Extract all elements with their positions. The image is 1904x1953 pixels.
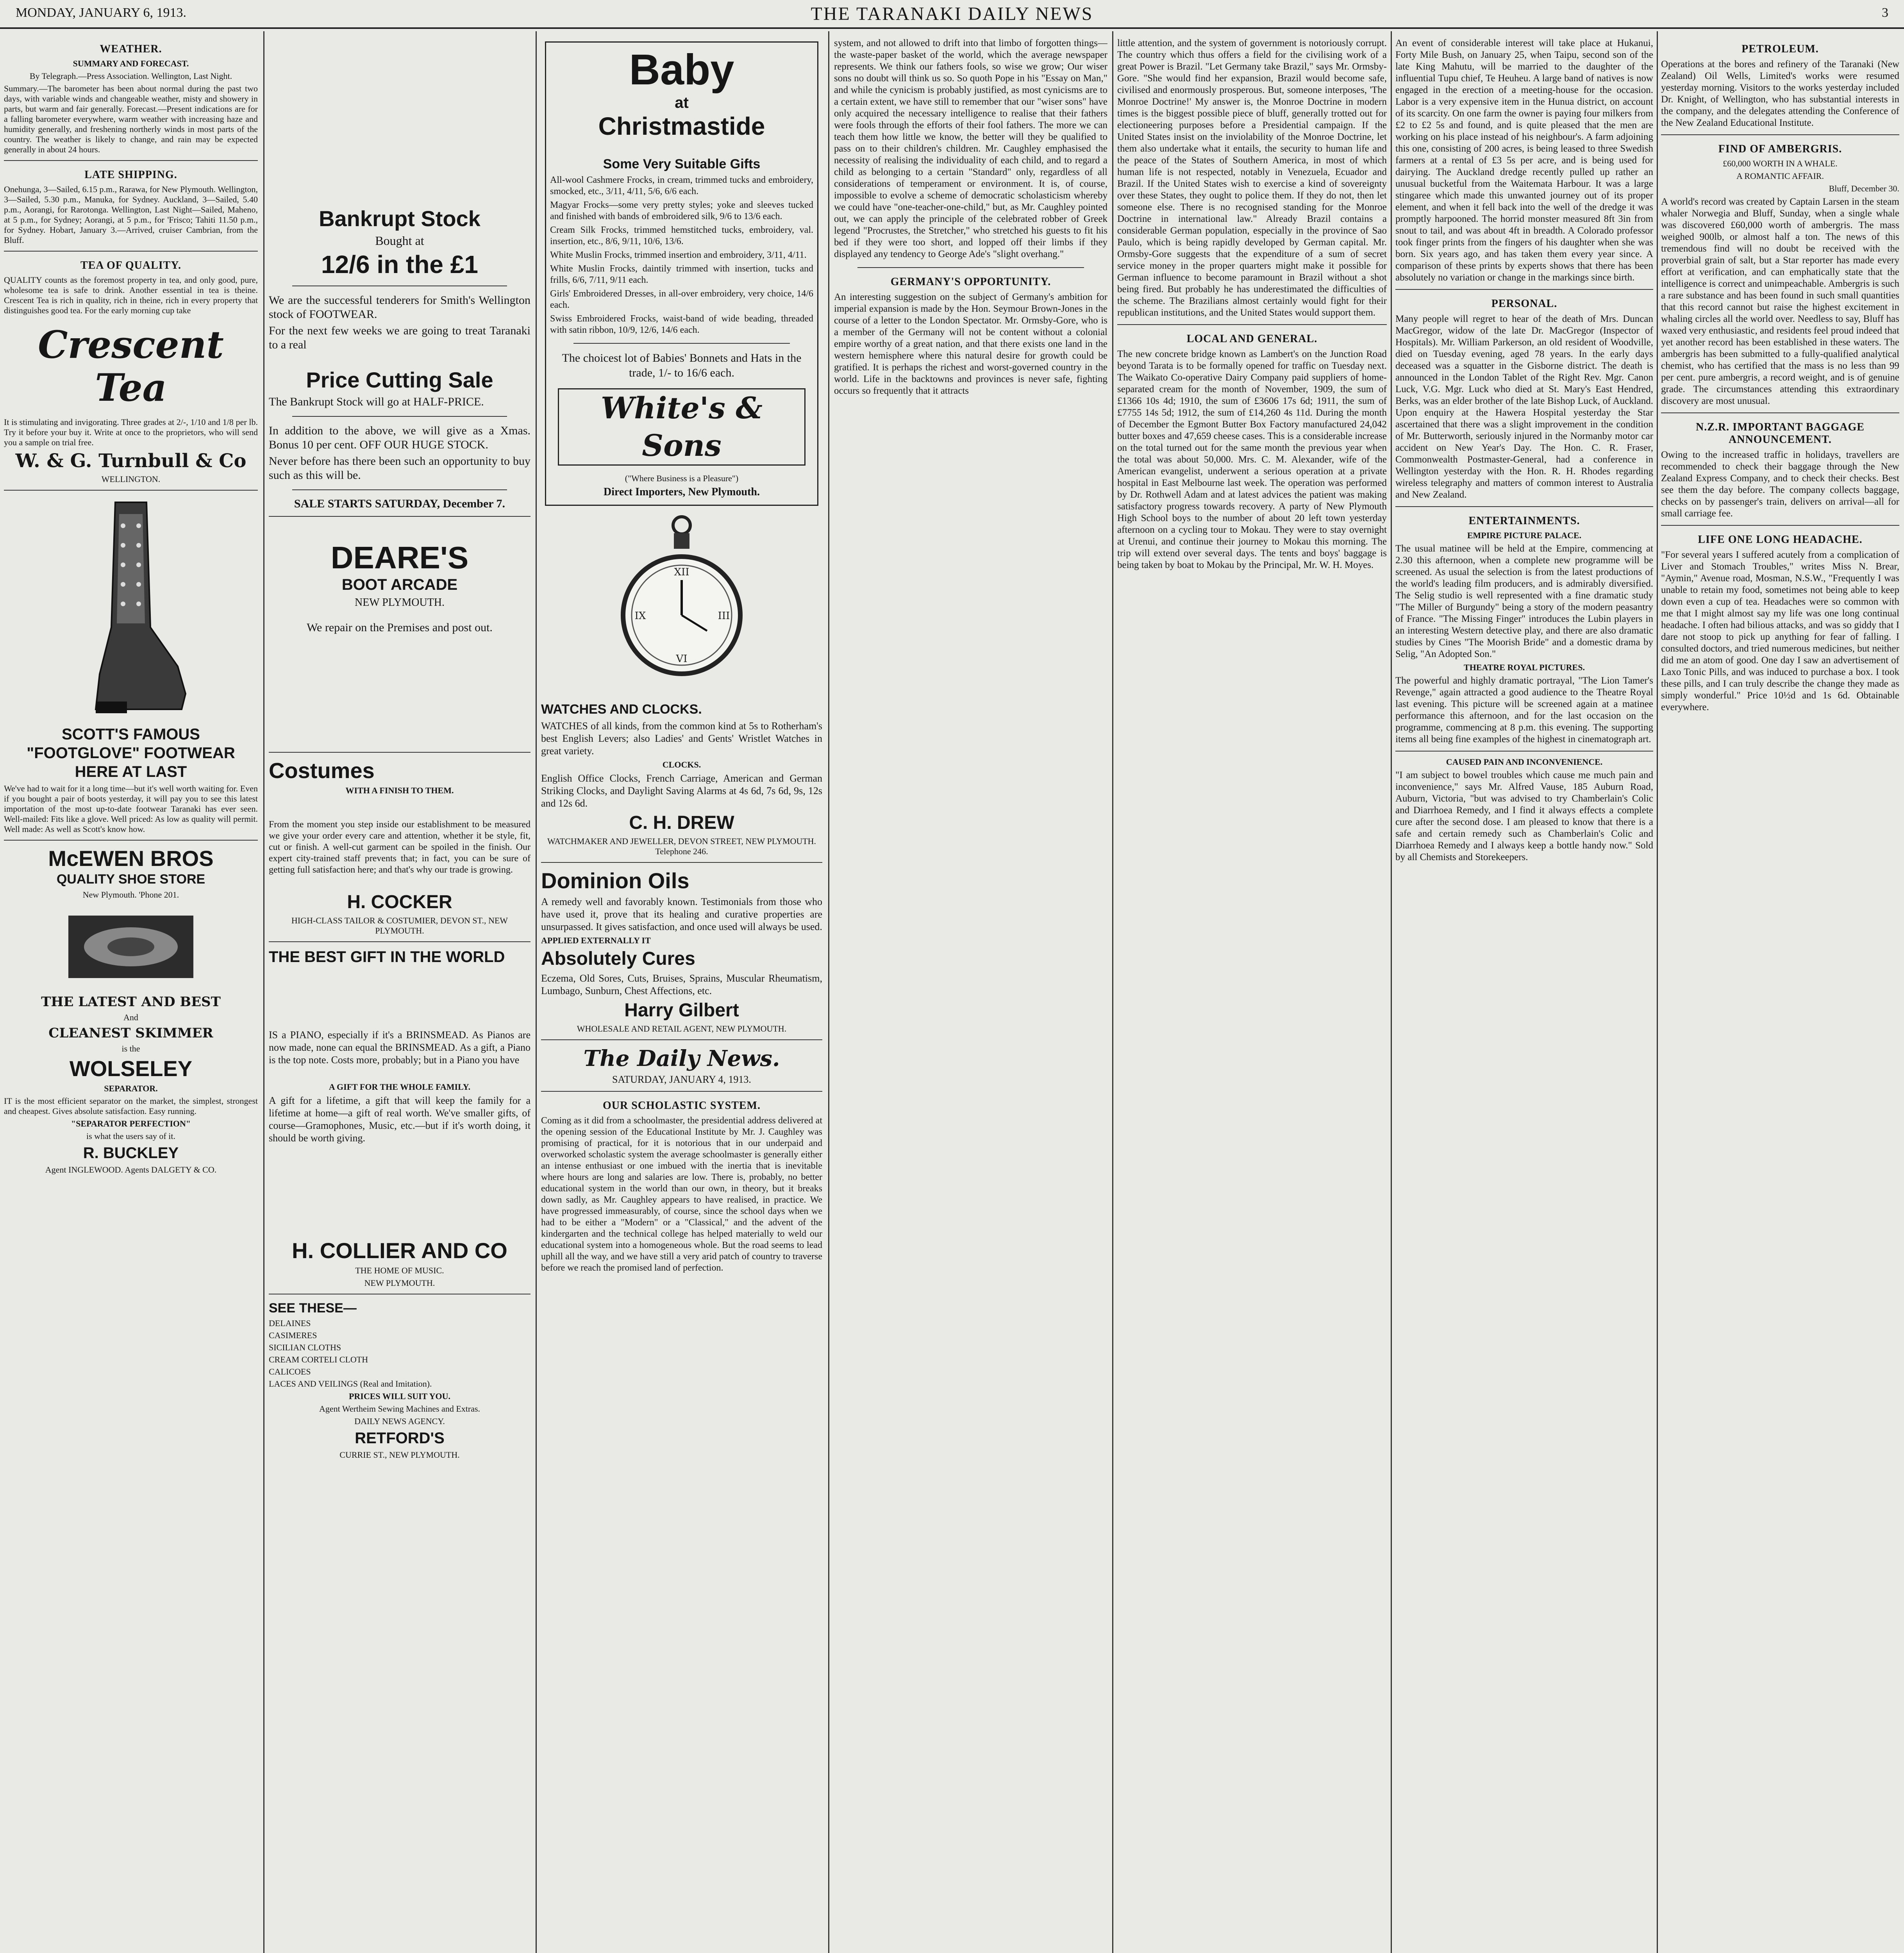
divider [4, 840, 258, 841]
column-5 [1117, 35, 1387, 1953]
divider [1117, 324, 1387, 325]
divider [4, 490, 258, 491]
tea-text: QUALITY counts as the foremost property in tea, and only good, pure, wholesome tea is safe to drink. Another essential in tea is theine. Crescent Tea is rich in quality, rich in theine, rich in every property that distinguishes good tea. For the early morning cup take [4, 275, 258, 315]
fabric-item: LACES AND VEILINGS (Real and Imitation). [269, 1379, 432, 1389]
daily-news-nameplate: The Daily News. [583, 1046, 780, 1071]
ambergris-heading: FIND OF AMBERGRIS. [1718, 143, 1842, 155]
separator-word: SEPARATOR. [104, 1084, 158, 1093]
local-heading: LOCAL AND GENERAL. [1186, 333, 1318, 345]
deare-city: NEW PLYMOUTH. [354, 596, 445, 609]
divider [4, 160, 258, 161]
headache-heading: LIFE ONE LONG HEADACHE. [1698, 534, 1863, 546]
column-2 [269, 35, 530, 1953]
tea-heading: TEA OF QUALITY. [80, 259, 181, 271]
retford-name: RETFORD'S [355, 1430, 445, 1447]
divider [1395, 289, 1653, 290]
turnbull-name: W. & G. Turnbull & Co [15, 450, 246, 472]
gift-item: All-wool Cashmere Frocks, in cream, trimmed tucks and embroidery, smocked, etc., 3/11, 4/11, 5/6, 6/6 each. [550, 175, 813, 196]
mcewen-sub: QUALITY SHOE STORE [56, 872, 205, 887]
baggage-heading: N.Z.R. IMPORTANT BAGGAGE ANNOUNCEMENT. [1696, 421, 1865, 446]
caused-heading: CAUSED PAIN AND INCONVENIENCE. [1446, 757, 1603, 767]
perfection-quote: "SEPARATOR PERFECTION" [71, 1119, 191, 1128]
agency-text: DAILY NEWS AGENCY. [354, 1416, 445, 1426]
summary-heading: SUMMARY AND FORECAST. [73, 59, 189, 68]
crescent-tea-logo: Crescent Tea [38, 323, 224, 410]
fabric-item: DELAINES [269, 1318, 311, 1328]
costumes-heading: Costumes [269, 758, 375, 783]
gift-item: White Muslin Frocks, trimmed insertion and embroidery, 3/11, 4/11. [550, 250, 807, 260]
prices-text: PRICES WILL SUIT YOU. [348, 1391, 450, 1401]
divider [269, 752, 530, 753]
ambergris-dateline: Bluff, December 30. [1829, 184, 1899, 193]
wolseley-text: IT is the most efficient separator on the market, the simplest, strongest and cheapest. Gives absolute satisfaction. Easy running. [4, 1096, 258, 1116]
gift-item: Girls' Embroidered Dresses, in all-over embroidery, very choice, 14/6 each. [550, 289, 813, 310]
column-4 [834, 35, 1107, 1953]
caused-text: "I am subject to bowel troubles which cause me much pain and inconvenience," says Mr. Alfred Vause, 185 Auburn Road, Auburn, Victoria, "but was advised to try Chamberlain's Colic and Diarrhoea Remedy, and I find it always effects a complete cure after the second dose. I am pleased to know that there is a safe and certain remedy such as Chamberlain's Colic and Diarrhoea Remedy and I always keep a bottle handy now." Sold by all Chemists and Storekeepers. [1395, 770, 1653, 862]
column-rule [1391, 31, 1392, 1953]
bankrupt-text-5: Never before has there been such an opportunity to buy such as this will be. [269, 455, 530, 482]
piano-text: IS a PIANO, especially if it's a BRINSMEAD. As Pianos are now made, none can equal the BRINSMEAD. As a gift, a Piano is the top note. Costs more, probably; but in a Piano you have [269, 1029, 530, 1066]
divider [1395, 751, 1653, 752]
footglove-heading: "FOOTGLOVE" FOOTWEAR [27, 744, 235, 762]
cleanest-skimmer: CLEANEST SKIMMER [48, 1025, 213, 1041]
wertheim-text: Agent Wertheim Sewing Machines and Extras. [319, 1404, 480, 1414]
divider [4, 251, 258, 252]
baby-heading: Baby [629, 46, 734, 94]
at-text: at [675, 94, 689, 111]
divider [1395, 506, 1653, 507]
dominion-heading: Dominion Oils [541, 868, 689, 893]
column-1 [4, 35, 258, 1953]
petroleum-heading: PETROLEUM. [1741, 43, 1819, 55]
applied-text: APPLIED EXTERNALLY IT [541, 935, 651, 945]
empire-heading: EMPIRE PICTURE PALACE. [1467, 530, 1582, 540]
gift-item: Cream Silk Frocks, trimmed hemstitched tucks, embroidery, val. insertion, etc., 8/6, 9/11, 10/6, 13/6. [550, 225, 813, 246]
divider [541, 1039, 822, 1040]
personal-text: Many people will regret to hear of the death of Mrs. Duncan MacGregor, widow of the late Dr. MacGregor (Inspector of Hospitals). Mr. William Parkerson, an old resident of Woodville, died on Tuesday evening, aged 78 years. In the early days deceased was a squatter in the Gisborne district. The death is announced in the London Tablet of the Right Rev. Mgr. Canon Luck, V.G. Mgr. Luck who died at St. Mary's East Hendred, Berks, was an elder brother of the late Bishop Luck, of Auckland. Upon enquiry at the Hawera Hospital yesterday the Star ascertained that there was a slight improvement in the condition of Mr. Butterworth, seriously injured in the Normanby motor car accident on New Year's Day. The Hon. C. R. Fraser, Commonwealth Postmaster-General, had a conference in Wellington yesterday with the Hon. R. H. Rhodes regarding wireless telegraphy and matters of common interest to Australia and New Zealand. [1395, 314, 1653, 500]
svg-text:IX: IX [634, 610, 646, 622]
buckley-name: R. BUCKLEY [83, 1144, 179, 1162]
whites-logo: White's & Sons [558, 388, 806, 466]
column-rule [536, 31, 537, 1953]
germany-continued: little attention, and the system of government is notoriously corrupt. The country which thus offers a field for the civilising work of a great Power is Brazil. "Let Germany take Brazil," says Mr. Ormsby-Gore. "She would find her expansion, Brazil would become safe, civilised and enormously prosperous. But, someone interposes, 'The Monroe Doctrine!' My answer is, the Monroe Doctrine in modern times is the biggest possible piece of bluff, generally trotted out for electioneering purposes before a Presidential campaign. If the United States insist on the inviolability of the Monroe Doctrine, let them also undertake what it entails, the security to human life and the peace of the States of Southern America, in most of which human life is not respected, notably in Venezuela, Ecuador and Brazil. If the United States wish to exercise a kind of sovereignty over these States, they ought to police them. If they do not, then let someone else. There is no recognised standing for the Monroe Doctrine in international law." Already Brazil contains a considerable German population, especially in the province of Sao Paulo, which is being rapidly developed by German capital. Mr. Ormsby-Gore suggests that the expenditure of a sum of secret service money in the proper quarters might make it possible for German influence to become paramount in Brazil without a shot being fired. But probably he has underestimated the difficulties of the scheme. The Brazilians almost certainly would fight for their republican institutions, and the United States would support them. [1117, 38, 1387, 318]
divider [292, 489, 507, 490]
absolutely-cures: Absolutely Cures [541, 948, 695, 969]
divider [857, 267, 1084, 268]
divider [269, 516, 530, 517]
whites-motto: ("Where Business is a Pleasure") [625, 473, 739, 483]
deare-text: We repair on the Premises and post out. [307, 621, 493, 634]
collier-name: H. COLLIER AND CO [292, 1238, 507, 1263]
petroleum-text: Operations at the bores and refinery of the Taranaki (New Zealand) Oil Wells, Limited's works were resumed yesterday morning. Visitors to the works yesterday included Dr. Knight, of Wellington, who has substantial interests in the company, and the delegates attending the Conference of the New Zealand Educational Institute. [1661, 59, 1899, 128]
royal-text: The powerful and highly dramatic portrayal, "The Lion Tamer's Revenge," again attracted a good audience to the Theatre Royal last evening. This picture will be screened again at a matinee performance this afternoon, and for the last occasion on the programme, commencing at 8 p.m. this evening. The supporting items all being fine examples of the highest in cinematograph art. [1395, 675, 1653, 744]
divider [1661, 412, 1899, 413]
baggage-text: Owing to the increased traffic in holidays, travellers are recommended to check their baggage through the New Zealand Express Company, and to check their checks. Best see them the day before. The company collects baggage, checks on by passenger's train, delivers on arrival—all for small carriage fee. [1661, 450, 1899, 519]
fabric-item: CASIMERES [269, 1330, 317, 1340]
bankrupt-price: 12/6 in the £1 [321, 250, 478, 278]
column-3 [541, 35, 822, 1953]
ambergris-sub-2: A ROMANTIC AFFAIR. [1736, 171, 1824, 181]
whites-sub: Direct Importers, New Plymouth. [604, 486, 760, 498]
mcewen-name: McEWEN BROS [48, 846, 214, 871]
watches-text: WATCHES of all kinds, from the common kind at 5s to Rotherham's best English Levers; also Ladies' and Gents' Wristlet Watches in great variety. [541, 720, 822, 757]
tea-text-2: It is stimulating and invigorating. Three grades at 2/-, 1/10 and 1/8 per lb. Try it before your buy it. Write at once to the proprietors, who will send you a sample on trial free. [4, 417, 258, 447]
svg-text:III: III [718, 610, 730, 622]
whole-family-heading: A GIFT FOR THE WHOLE FAMILY. [329, 1082, 471, 1092]
price-cutting-heading: Price Cutting Sale [306, 368, 493, 392]
gift-heading: THE BEST GIFT IN THE WORLD [269, 948, 505, 966]
summary-byline: By Telegraph.—Press Association. Wellington, Last Night. [29, 71, 232, 81]
column-7 [1661, 35, 1899, 1953]
gilbert-name: Harry Gilbert [624, 1000, 739, 1021]
bankrupt-text-3: The Bankrupt Stock will go at HALF-PRICE. [269, 395, 484, 408]
buckley-agents: Agent INGLEWOOD. Agents DALGETY & CO. [45, 1165, 217, 1175]
collier-city: NEW PLYMOUTH. [364, 1278, 435, 1288]
deare-sub: BOOT ARCADE [341, 576, 458, 593]
clocks-heading: CLOCKS. [662, 760, 701, 769]
svg-text:XII: XII [674, 566, 689, 578]
ambergris-text: A world's record was created by Captain Larsen in the steam whaler Norwegia and Bluff, Sunday, when a single whale was discovered £60,000 worth of ambergris. The mass weighed 900lb, or almost half a ton. The news of this tremendous find will no doubt be received with the proverbial grain of salt, but a Star reporter has made every effort at verification, and can emphatically state that the intelligence is correct and unimpeachable. Ambergris is such a rare substance and has been found in such small quantities that this record cannot but raise the highest excitement in whaling circles all the world over. Needless to say, Bluff has waxed very enthusiastic, and residents feel proud indeed that yet another record has been established in these waters. The ambergris has been submitted to a fully-qualified analytical chemist, who has certified that the mass is no less than 99 per cent. pure ambergris, a record weight, and is of genuine grade. The circumstances attending this extraordinary discovery are most unusual. [1661, 196, 1899, 406]
bankrupt-text-2: For the next few weeks we are going to treat Taranaki to a real [269, 324, 530, 351]
fabric-item: CREAM CORTELI CLOTH [269, 1355, 368, 1364]
divider [573, 343, 790, 344]
perfection-sub: is what the users say of it. [86, 1131, 175, 1141]
local-continued: An event of considerable interest will take place at Hukanui, Forty Mile Bush, on January 25, when Taipu, second son of the late King Mahutu, will be married to the daughter of the influential Tupu chief, Te Heuheu. A large band of natives is now engaged in the erection of a meeting-house for the occasion. Labor is a very expensive item in the Hunua district, on account of its scarcity. On one farm the owner is paying four milkers from £2 to £2 5s and found, and is quite pleased that the men are working on his place instead of his neighbour's. A farm adjoining this one, consisting of 200 acres, is being leased to three Swedish farmers at a rental of £3 5s per acre, and is being used for dairying. The Auckland dredge recently pulled up rather an unusual bucketful from the Waitemata Harbour. It was a large stingaree which made this unwanted journey out of its proper element, and when it fell back into the well of the dredge it was promptly harpooned. The horrid monster measured 8ft 3in from snout to tail, and was about 4ft in breadth. A Colorado professor took finger prints from the fingers of his daughter when she was born. Six years ago, and has taken them every year since. A comparison of these prints by experts shows that there has been absolutely no variation or change in the markings since birth. [1395, 38, 1653, 283]
column-rule [263, 31, 264, 1953]
here-at-last: HERE AT LAST [75, 763, 187, 780]
masthead-date: MONDAY, JANUARY 6, 1913. [16, 5, 187, 20]
column-6 [1395, 35, 1653, 1953]
cocker-sub: HIGH-CLASS TAILOR & COSTUMIER, DEVON ST., NEW PLYMOUTH. [291, 916, 508, 935]
column-rule [828, 31, 829, 1953]
divider [1661, 525, 1899, 526]
divider [292, 416, 507, 417]
personal-heading: PERSONAL. [1491, 298, 1557, 310]
summary-text: Summary.—The barometer has been about normal during the past two days, with variable winds and changeable weather, misty and showery in parts, but warm and fair generally. Forecast.—Present indications are for a falling barometer everywhere, warm weather with increasing haze and humidity generally, and freshening northerly winds in most parts of the country. The weather is likely to change, and rain may be expected generally in about 24 hours. [4, 84, 258, 154]
costumes-sub: WITH A FINISH TO THEM. [345, 785, 454, 795]
germany-heading: GERMANY'S OPPORTUNITY. [890, 276, 1051, 288]
divider [269, 941, 530, 942]
collier-sub: THE HOME OF MUSIC. [355, 1266, 444, 1275]
divider [541, 1091, 822, 1092]
cocker-name: H. COCKER [347, 892, 452, 912]
boot-illustration [72, 498, 189, 717]
scotts-heading: SCOTT'S FAMOUS [62, 726, 200, 743]
gift-item: Swiss Embroidered Frocks, waist-band of wide beading, threaded with satin ribbon, 10/9, 12/6, 14/6 each. [550, 314, 813, 335]
germany-text: An interesting suggestion on the subject of Germany's ambition for imperial expansion is made by the Hon. Seymour Brown-Jones in the course of a letter to the London Spectator. Mr. Ormsby-Gore, who is a member of the Germany will not be content without a colonial empire worthy of a great nation, and that there exists one land in the western hemisphere where this natural desire for growth could be gratified. It is perhaps the richest and worst-governed country in the world. Life in the backtowns and provinces is never safe, fighting occurs so frequently that it attracts [834, 292, 1107, 396]
column-rule [1657, 31, 1658, 1953]
masthead-title: THE TARANAKI DAILY NEWS [811, 4, 1093, 24]
ambergris-sub: £60,000 WORTH IN A WHALE. [1723, 159, 1838, 168]
drew-name: C. H. DREW [629, 812, 734, 833]
is-the-text: is the [121, 1044, 140, 1053]
divider [541, 862, 822, 863]
pocket-watch-illustration [619, 514, 744, 693]
issue-date: SATURDAY, JANUARY 4, 1913. [612, 1074, 751, 1085]
headache-text: "For several years I suffered acutely from a complication of Liver and Stomach Troubles," writes Miss N. Brear, "Aymin," Avenue road, Mosman, N.S.W., "Frequently I was unable to retain my food, sometimes not being able to keep down even a cup of tea. Headaches were so common with me that I might almost say my life was one long continual headache. I often had bilious attacks, and was so giddy that I dare not stoop to pick up anything for fear of falling. I consulted doctors, and tried numerous medicines, but neither did me an atom of good. One day I saw an advertisement of Laxo Tonic Pills, and was induced to purchase a box. I took these pills, and I can truly describe the change they made as simply wonderful." Price 10½d and 1s 6d. Obtainable everywhere. [1661, 550, 1899, 712]
shipping-heading: LATE SHIPPING. [84, 169, 177, 181]
watches-heading: WATCHES AND CLOCKS. [541, 702, 702, 717]
drew-sub: WATCHMAKER AND JEWELLER, DEVON STREET, NEW PLYMOUTH. Telephone 246. [547, 836, 816, 856]
page-number: 3 [1882, 5, 1888, 20]
separator-machine-illustration [61, 908, 201, 986]
latest-best: THE LATEST AND BEST [41, 994, 221, 1010]
editorial-text: system, and not allowed to drift into that limbo of forgotten things—the waste-paper basket of the world, which the average newspaper represents. We think our fathers fools, so wise we grow; Our wiser sons no doubt will think us so. So quoth Pope in his "Essay on Man," and while the cynicism is probably justified, as most cynicisms are to a certain extent, we have still to remember that our "wiser sons" have only acquired the necessary intelligence to realise that their fathers were fools through the efforts of their fool fathers. The more we can teach them how little we know, the better will they be qualified to pass on to their children's children. Mr. Caughley emphasised the necessity of realising the individuality of each child, and to regard a child as belonging to a certain "Standard" only, regardless of all considerations of temperament or environment. It is, of course, impossible to evolve a scheme of democratic scholasticism whereby we could have "one-teacher-one-child," but, as Mr. Caughley pointed out, we can apply the principle of the celebrated robber of Greek legend "Procrustes, the Stretcher," who stretched his guests to fit his bed if they were too short, and lopped off their limbs if they displayed any tendency to George Ade's "slight overhang." [834, 38, 1107, 259]
see-these-heading: SEE THESE— [269, 1301, 357, 1316]
baby-ad [545, 41, 818, 506]
deare-heading: DEARE'S [330, 540, 469, 575]
mcewen-address: New Plymouth. 'Phone 201. [82, 890, 179, 900]
fabric-item: SICILIAN CLOTHS [269, 1342, 341, 1352]
gifts-heading: Some Very Suitable Gifts [603, 157, 761, 171]
and-text: And [123, 1012, 138, 1022]
turnbull-city: WELLINGTON. [101, 474, 161, 484]
gift-item: White Muslin Frocks, daintily trimmed with insertion, tucks and frills, 6/6, 7/11, 9/11 each. [550, 264, 813, 285]
gift-item: Magyar Frocks—some very pretty styles; yoke and sleeves tucked and finished with bands of embroidered silk, 9/6 to 13/6 each. [550, 200, 813, 221]
svg-text:VI: VI [676, 653, 688, 665]
wolseley-name: WOLSELEY [69, 1056, 193, 1081]
masthead [0, 0, 1904, 29]
bonnets-text: The choicest lot of Babies' Bonnets and Hats in the trade, 1/- to 16/6 each. [562, 352, 802, 379]
costumes-text: From the moment you step inside our establishment to be measured we give your order every care and attention, whether it be style, fit, cut or finish. A well-cut garment can be spoiled in the finish. Our expert city-trained staff prevents that; in fact, you can be sure of getting full satisfaction here; and that's why our trade is growing. [269, 819, 530, 875]
family-text: A gift for a lifetime, a gift that will keep the family for a lifetime at home—a gift of real worth. We've smaller gifts, of course—Gramophones, Music, etc.—but if it's worth doing, it should be worth giving. [269, 1095, 530, 1144]
clocks-text: English Office Clocks, French Carriage, American and German Striking Clocks, and Daylight Saving Alarms at 4s 6d, 7s 6d, 9s, 12s and 12s 6d. [541, 773, 822, 809]
empire-text: The usual matinee will be held at the Empire, commencing at 2.30 this afternoon, when a complete new programme will be screened. As usual the selection is from the latest productions of the world's leading film producers, and is admirably diversified. The Selig studio is well represented with a fine dramatic study "The Miller of Burgundy" being a story of the modern peasantry of France. "The Missing Finger" introduces the Lubin players in an interesting Western detective play, and there are also dramatic studies by Cines "The Moorish Bride" and a domestic drama by Selig, "An Adopted Son." [1395, 543, 1653, 659]
column-rule [1112, 31, 1113, 1953]
local-text: The new concrete bridge known as Lambert's on the Junction Road beyond Tarata is to be formally opened for traffic on Tuesday next. The Waikato Co-operative Dairy Company paid suppliers of home-separated cream for the month of November, 1909, the sum of £1366 10s 4d; 1910, the sum of £3606 17s 6d; 1911, the sum of £7755 14s 5d; 1912, the sum of £14,260 4s 11d. During the month of December the Egmont Butter Box Factory manufactured 24,042 butter boxes and 47,659 cheese cases. This is a considerable increase on the total turned out for the same month the previous year when the total was about 50,000. Mrs. C. M. Alexander, wife of the American evangelist, underwent a serious operation at a private hospital in East Melbourne last week. The operation was performed by Dr. Rothwell Adam and at latest advices the patient was making satisfactory progress towards recovery. A party of New Plymouth High School boys to the number of about 20 left town yesterday afternoon on a cycling tour to Mokau. They were to stay overnight at Urenui, and continue their journey to Mokau this morning. The trip will extend over several days. The tents and boys' baggage is being taken by boat to Mokau by the Principal, Mr. W. H. Moyes. [1117, 349, 1387, 570]
bankrupt-text-4: In addition to the above, we will give as a Xmas. Bonus 10 per cent. OFF OUR HUGE STOCK. [269, 424, 530, 451]
royal-heading: THEATRE ROYAL PICTURES. [1464, 662, 1585, 672]
scotts-text: We've had to wait for it a long time—but it's well worth waiting for. Even if you bought a pair of boots yesterday, it will pay you to see this latest importation of the most up-to-date footwear Taranaki has ever seen. Well-mailed: Fits like a glove. Well priced: As low as quality will permit. Well made: As well as Scott's know how. [4, 784, 258, 834]
christmastide-heading: Christmastide [598, 112, 765, 140]
sale-starts: SALE STARTS SATURDAY, December 7. [294, 497, 505, 510]
shipping-text: Onehunga, 3—Sailed, 6.15 p.m., Rarawa, for New Plymouth. Wellington, 3—Sailed, 5.30 p.m., Manuka, for Sydney. Auckland, 3—Sailed, 5.40 p.m., Aorangi, for Rarotonga. Wellington, Last Night—Sailed, Maheno, at 5 p.m., for Sydney; Aorangi, at 5 p.m., for 'Frisco; Tahiti 11.50 p.m., for Sydney. Hobart, January 3.—Arrived, cruiser Cambrian, from the Bluff. [4, 184, 258, 245]
dominion-text: A remedy well and favorably known. Testimonials from those who have used it, prove that its healing and curative properties are unsurpassed. It gives satisfaction, and once used will always be used. [541, 896, 822, 932]
retford-address: CURRIE ST., NEW PLYMOUTH. [339, 1450, 460, 1460]
fabric-item: CALICOES [269, 1367, 311, 1376]
weather-heading: WEATHER. [100, 43, 162, 55]
gilbert-sub: WHOLESALE AND RETAIL AGENT, NEW PLYMOUTH. [577, 1024, 787, 1034]
scholastic-heading: OUR SCHOLASTIC SYSTEM. [603, 1100, 761, 1112]
bankrupt-heading: Bankrupt Stock [319, 206, 480, 231]
cures-list: Eczema, Old Sores, Cuts, Bruises, Sprains, Muscular Rheumatism, Lumbago, Sunburn, Chest Affections, etc. [541, 973, 822, 996]
bankrupt-sub: Bought at [375, 234, 424, 248]
divider [1661, 134, 1899, 135]
bankrupt-text-1: We are the successful tenderers for Smith's Wellington stock of FOOTWEAR. [269, 294, 530, 321]
scholastic-text: Coming as it did from a schoolmaster, the presidential address delivered at the opening session of the Educational Institute by Mr. J. Caughley was promising of practical, for it is notorious that in our underpaid and overworked scholastic system the average schoolmaster is generally either an intense enthusiast or one imbued with the inertia that is inevitable where hours are long and salaries are low. There is, probably, no better educational system in the world than our own, in theory, but it breaks down sadly, as Mr. Caughley appears to have realised, in practice. We have progressed immeasurably, of course, since the school days when we had to be either a "Modern" or a "Classical," and the advent of the kindergarten and the technical college has helped materially to weld our educational system into a homogeneous whole. But the road seems to lead uphill all the way, and we have still a very arid patch of country to traverse before we reach the promised land of perfection. [541, 1116, 822, 1273]
entertainments-heading: ENTERTAINMENTS. [1468, 515, 1580, 527]
